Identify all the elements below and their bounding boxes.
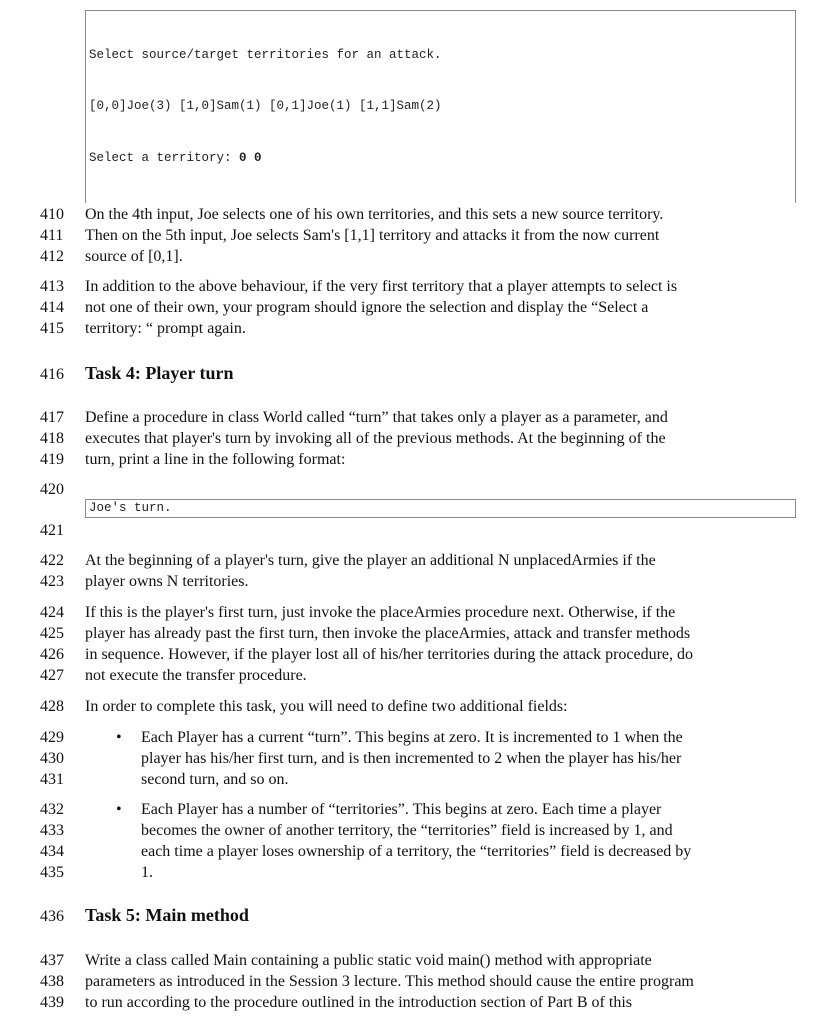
body-text: turn, print a line in the following format:	[85, 451, 346, 468]
line-number: 419	[40, 451, 64, 468]
line-number: 418	[40, 430, 64, 447]
line-number: 423	[40, 573, 64, 590]
line-number: 434	[40, 843, 64, 860]
list-item-text: player has his/her first turn, and is then incremented to 2 when the player has his/her	[141, 750, 682, 767]
body-text: If this is the player's first turn, just invoke the placeArmies procedure next. Otherwise, if the	[85, 604, 676, 621]
line-number: 432	[40, 801, 64, 818]
body-text: in sequence. However, if the player lost all of his/her territories during the attack procedure, do	[85, 646, 694, 663]
line-number: 424	[40, 604, 64, 621]
body-text: territory: “ prompt again.	[85, 320, 246, 337]
line-number: 429	[40, 729, 64, 746]
body-text: At the beginning of a player's turn, give the player an additional N unplacedArmies if the	[85, 552, 656, 569]
line-number: 427	[40, 667, 64, 684]
body-text: Define a procedure in class World called “turn” that takes only a player as a parameter, and	[85, 409, 668, 426]
line-number: 426	[40, 646, 64, 663]
line-number: 422	[40, 552, 64, 569]
line-number: 411	[40, 227, 64, 244]
body-text: player owns N territories.	[85, 573, 249, 590]
line-number: 410	[40, 206, 64, 223]
line-number: 425	[40, 625, 64, 642]
bullet-marker: •	[116, 801, 122, 818]
code-line	[89, 202, 792, 203]
code-block-turn-output	[85, 499, 796, 518]
body-text: parameters as introduced in the Session 3 lecture. This method should cause the entire program	[85, 973, 694, 990]
line-number: 437	[40, 952, 64, 969]
body-text: source of [0,1].	[85, 248, 183, 265]
body-text: to run according to the procedure outlined in the introduction section of Part B of this	[85, 994, 632, 1011]
body-text: not one of their own, your program should ignore the selection and display the “Select a	[85, 299, 649, 316]
body-text: In order to complete this task, you will need to define two additional fields:	[85, 698, 568, 715]
code-line: Select a territory: 0 0	[89, 151, 262, 166]
section-heading: Task 5: Main method	[85, 905, 249, 925]
body-text: not execute the transfer procedure.	[85, 667, 307, 684]
list-item-text: second turn, and so on.	[141, 771, 289, 788]
body-text: Write a class called Main containing a public static void main() method with appropriate	[85, 952, 652, 969]
list-item-text: 1.	[141, 864, 153, 881]
body-text: In addition to the above behaviour, if the very first territory that a player attempts to select is	[85, 278, 678, 295]
bullet-marker: •	[116, 729, 122, 746]
line-number: 415	[40, 320, 64, 337]
list-item-text: Each Player has a current “turn”. This begins at zero. It is incremented to 1 when the	[141, 729, 683, 746]
code-line: Joe's turn.	[89, 501, 172, 515]
body-text: On the 4th input, Joe selects one of his own territories, and this sets a new source territory.	[85, 206, 664, 223]
line-number: 414	[40, 299, 64, 316]
code-block-console-output	[85, 10, 796, 203]
list-item-text: each time a player loses ownership of a territory, the “territories” field is decreased by	[141, 843, 692, 860]
line-number: 439	[40, 994, 64, 1011]
line-number: 413	[40, 278, 64, 295]
body-text: Then on the 5th input, Joe selects Sam's [1,1] territory and attacks it from the now current	[85, 227, 660, 244]
body-text: executes that player's turn by invoking all of the previous methods. At the beginning of the	[85, 430, 666, 447]
line-number: 420	[40, 481, 64, 498]
line-number: 436	[40, 908, 64, 925]
line-number: 438	[40, 973, 64, 990]
line-number: 417	[40, 409, 64, 426]
line-number: 433	[40, 822, 64, 839]
line-number: 435	[40, 864, 64, 881]
body-text: player has already past the first turn, then invoke the placeArmies, attack and transfer methods	[85, 625, 691, 642]
line-number: 430	[40, 750, 64, 767]
section-heading: Task 4: Player turn	[85, 363, 234, 383]
line-number: 428	[40, 698, 64, 715]
line-number: 416	[40, 366, 64, 383]
list-item-text: Each Player has a number of “territories”. This begins at zero. Each time a player	[141, 801, 662, 818]
line-number: 421	[40, 522, 64, 539]
code-line: [0,0]Joe(3) [1,0]Sam(1) [0,1]Joe(1) [1,1]Sam(2)	[89, 99, 442, 114]
line-number: 412	[40, 248, 64, 265]
list-item-text: becomes the owner of another territory, the “territories” field is increased by 1, and	[141, 822, 673, 839]
code-line: Select source/target territories for an attack.	[89, 47, 442, 62]
line-number: 431	[40, 771, 64, 788]
